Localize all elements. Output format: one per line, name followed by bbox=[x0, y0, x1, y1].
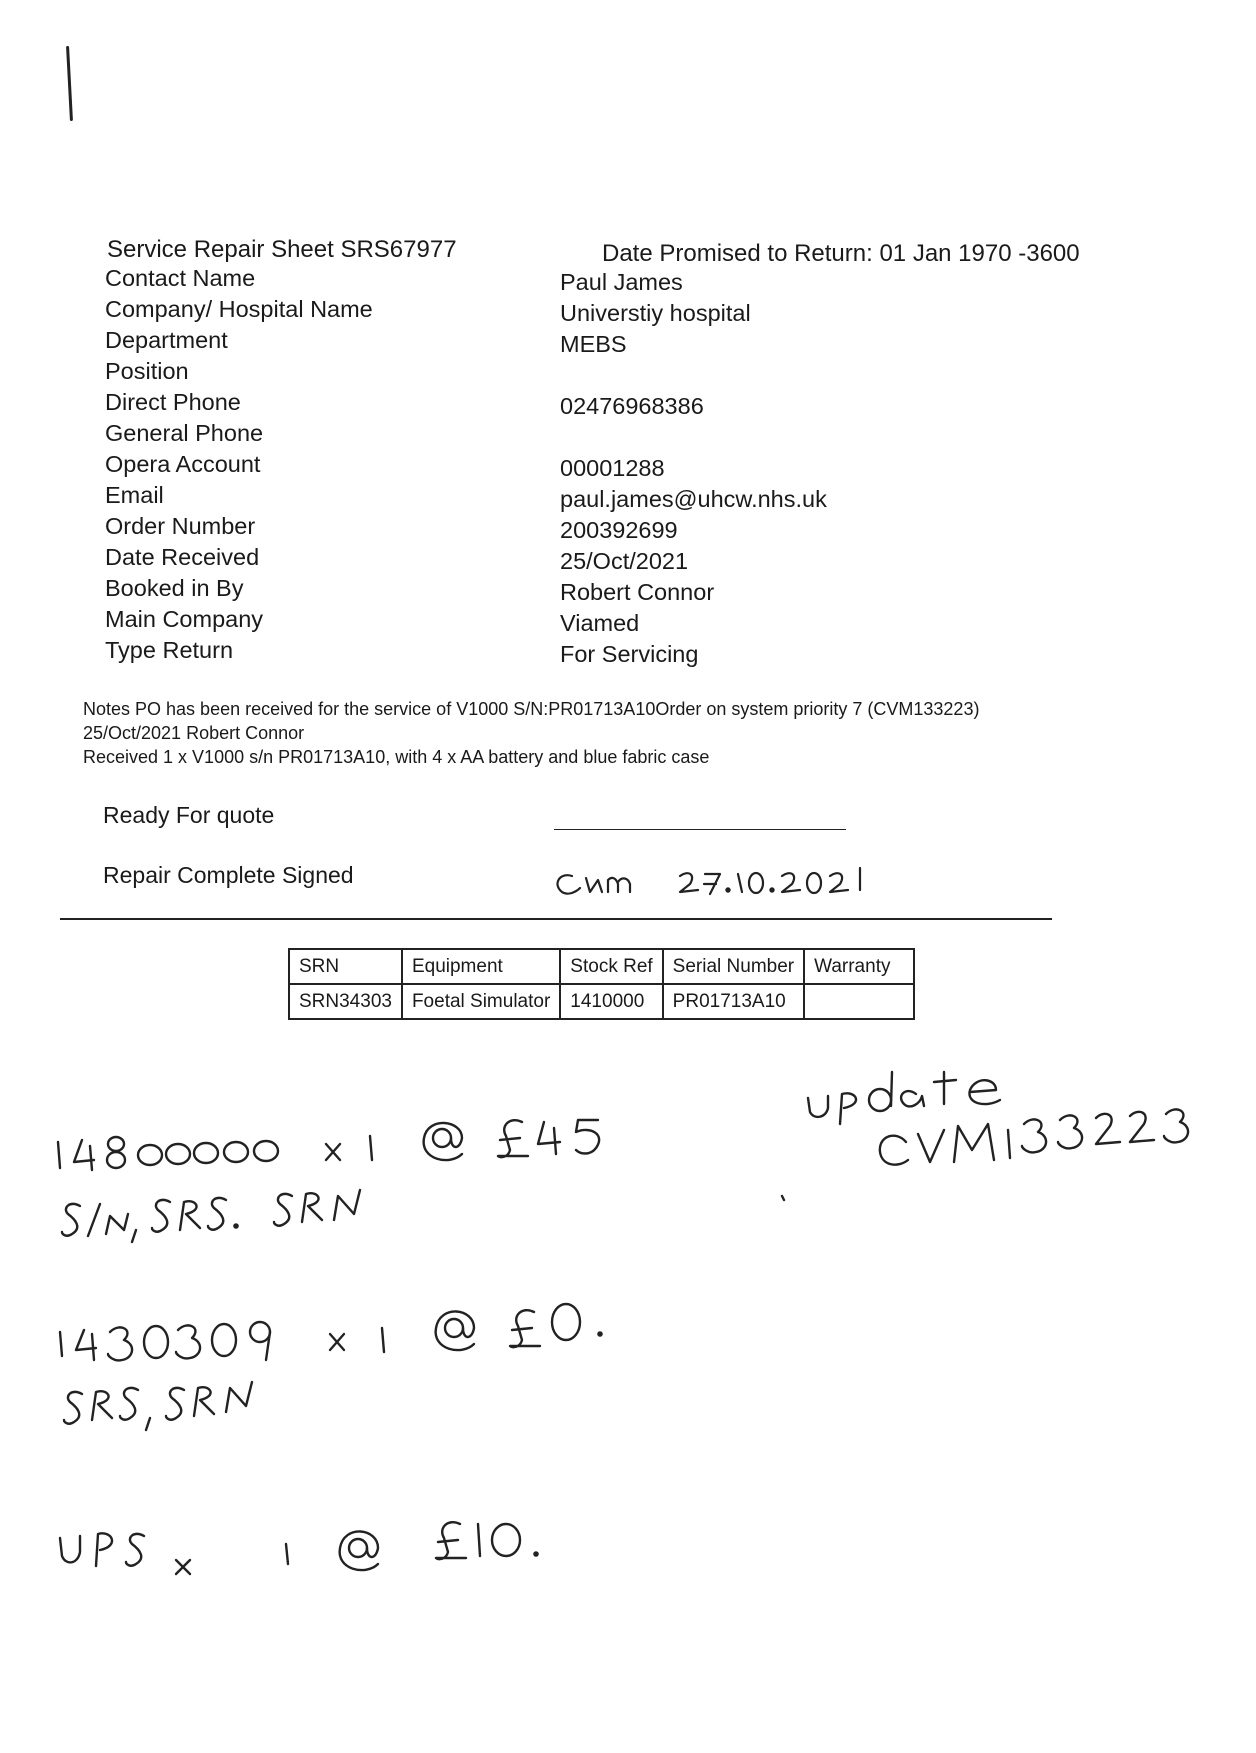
table-header-cell: Stock Ref bbox=[560, 949, 662, 984]
handwritten-line-5 bbox=[60, 1522, 538, 1574]
notes-line: 25/Oct/2021 Robert Connor bbox=[83, 723, 305, 743]
field-label: Contact Name bbox=[105, 265, 256, 291]
sheet-title: Service Repair Sheet SRS67977 bbox=[107, 236, 457, 263]
field-label: Department bbox=[105, 327, 228, 353]
handwritten-line-2 bbox=[62, 1190, 360, 1242]
field-value: 00001288 bbox=[560, 455, 665, 481]
table-header-cell: Serial Number bbox=[663, 949, 804, 984]
handwritten-line-4 bbox=[64, 1382, 252, 1430]
field-value: paul.james@uhcw.nhs.uk bbox=[560, 486, 827, 512]
field-label: Opera Account bbox=[105, 451, 261, 477]
table-header-cell: Equipment bbox=[402, 949, 560, 984]
field-value: Universtiy hospital bbox=[560, 300, 751, 326]
field-value: 200392699 bbox=[560, 517, 678, 543]
field-value: 25/Oct/2021 bbox=[560, 548, 689, 574]
handwritten-line-1 bbox=[58, 1120, 599, 1170]
field-value: 02476968386 bbox=[560, 393, 704, 419]
field-label: Order Number bbox=[105, 513, 256, 539]
field-label: Position bbox=[105, 358, 189, 384]
field-label: Date Received bbox=[105, 544, 260, 570]
field-label: Main Company bbox=[105, 606, 264, 632]
ready-for-quote-label: Ready For quote bbox=[103, 802, 275, 828]
handwritten-update-note bbox=[808, 1072, 1188, 1165]
field-label: Email bbox=[105, 482, 164, 508]
field-value: For Servicing bbox=[560, 641, 699, 667]
table-cell: SRN34303 bbox=[289, 984, 402, 1019]
field-value: Paul James bbox=[560, 269, 683, 295]
notes-line: Received 1 x V1000 s/n PR01713A10, with 4 x AA battery and blue fabric case bbox=[83, 747, 710, 767]
field-value: MEBS bbox=[560, 331, 627, 357]
field-label: Type Return bbox=[105, 637, 234, 663]
handwritten-line-3 bbox=[60, 1304, 602, 1360]
stray-mark bbox=[782, 1196, 784, 1200]
field-value: Robert Connor bbox=[560, 579, 715, 605]
field-label: Booked in By bbox=[105, 575, 244, 601]
table-header-cell: Warranty bbox=[804, 949, 914, 984]
notes-line: Notes PO has been received for the service of V1000 S/N:PR01713A10Order on system priority 7 (CVM133223) bbox=[83, 699, 980, 719]
table-cell: Foetal Simulator bbox=[402, 984, 560, 1019]
field-value: Viamed bbox=[560, 610, 640, 636]
date-promised: Date Promised to Return: 01 Jan 1970 -3600 bbox=[602, 240, 1080, 267]
field-label: Direct Phone bbox=[105, 389, 241, 415]
repair-complete-label: Repair Complete Signed bbox=[103, 862, 354, 888]
table-cell: PR01713A10 bbox=[663, 984, 804, 1019]
field-label: Company/ Hospital Name bbox=[105, 296, 373, 322]
table-header-cell: SRN bbox=[289, 949, 402, 984]
field-label: General Phone bbox=[105, 420, 264, 446]
table-cell: 1410000 bbox=[560, 984, 662, 1019]
